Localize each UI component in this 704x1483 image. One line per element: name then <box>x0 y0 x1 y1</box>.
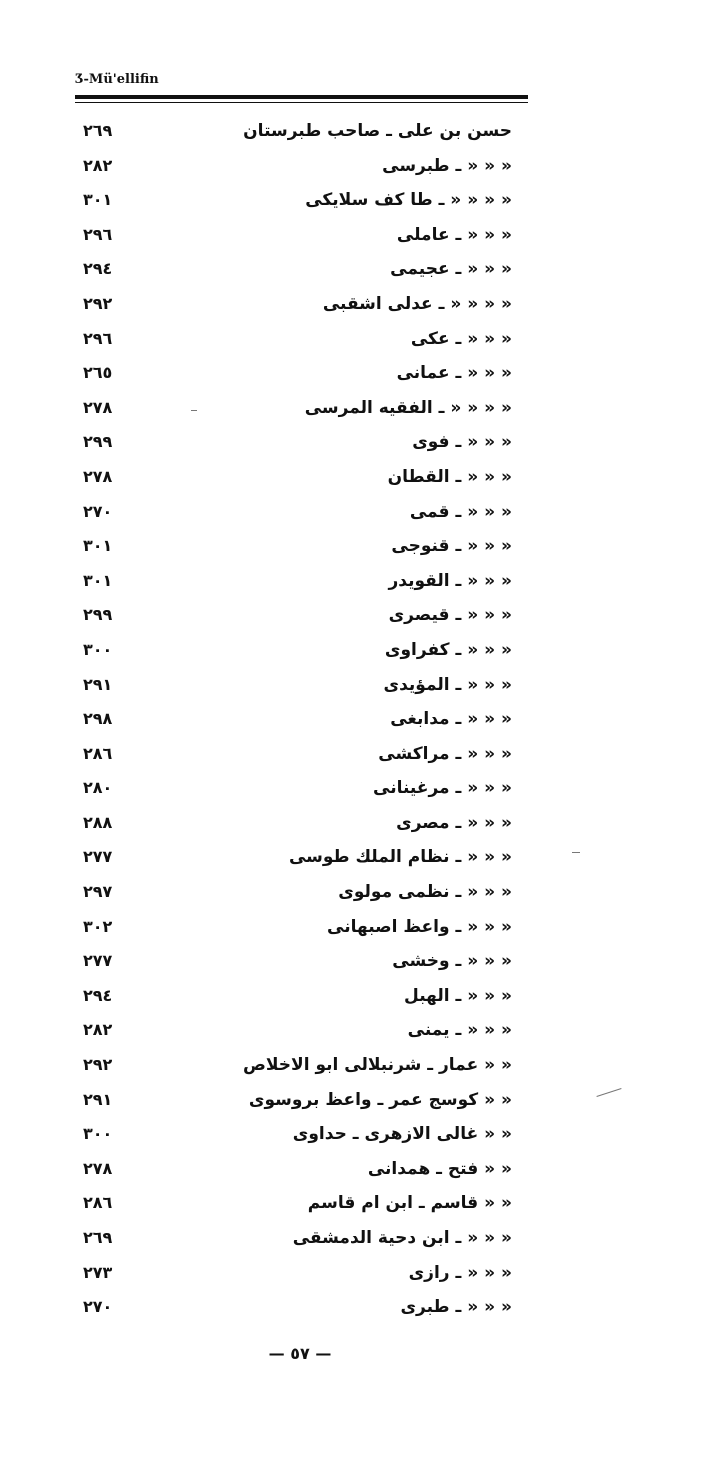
entry-page-number: ٢٧٨ <box>83 397 113 417</box>
index-entry <box>75 218 530 253</box>
entry-page-number: ٢٩١ <box>83 674 113 694</box>
index-entry <box>75 771 530 806</box>
entry-name: حسن بن علی ـ صاحب طبرستان <box>243 121 512 141</box>
entry-page-number: ٢٨٨ <box>83 812 113 832</box>
entry-page-number: ٢٩٦ <box>83 328 113 348</box>
entry-name: « « « ـ عکی <box>410 328 512 349</box>
index-entry <box>75 840 530 875</box>
entry-name: « « « ـ نظمی مولوی <box>338 882 512 903</box>
entry-name: « « « ـ عاملی <box>396 224 512 245</box>
index-entry <box>75 1013 530 1048</box>
index-entry <box>75 564 530 599</box>
entry-page-number: ٢٩١ <box>83 1089 113 1109</box>
index-entry <box>75 425 530 460</box>
entry-page-number: ٣٠٢ <box>83 916 113 936</box>
entry-name: « « قاسم ـ ابن ام قاسم <box>307 1193 512 1214</box>
entry-name: « « « ـ فوی <box>412 432 512 453</box>
entry-name: « « « ـ القطان <box>387 466 512 487</box>
entry-page-number: ٢٩٩ <box>83 432 113 452</box>
entry-page-number: ٣٠٠ <box>83 639 113 659</box>
index-entry <box>75 1083 530 1118</box>
index-entry <box>75 391 530 426</box>
index-entry <box>75 529 530 564</box>
index-entry <box>75 495 530 530</box>
entry-name: « « « ـ مصری <box>396 812 512 833</box>
index-entry <box>75 598 530 633</box>
entry-name: « « « ـ ابن دحیة الدمشقی <box>292 1228 512 1248</box>
entry-page-number: ٣٠١ <box>83 570 113 590</box>
index-entry <box>75 910 530 945</box>
entry-name: « « غالی الازهری ـ حداوی <box>292 1124 512 1145</box>
entry-name: « « « « ـ عدلی اشقبی <box>322 293 512 314</box>
entry-page-number: ٢٩٢ <box>83 1055 113 1075</box>
index-entry <box>75 1152 530 1187</box>
index-entry <box>75 183 530 218</box>
entry-page-number: ٢٨٦ <box>83 743 113 763</box>
scan-speck <box>596 1088 621 1097</box>
index-entry <box>75 979 530 1014</box>
index-entry <box>75 1256 530 1291</box>
entry-name: « « « ـ طبری <box>400 1297 512 1318</box>
entry-page-number: ٢٨٢ <box>83 155 113 175</box>
index-entry <box>75 1117 530 1152</box>
entry-page-number: ٢٧٨ <box>83 1158 113 1178</box>
entry-page-number: ٢٧٧ <box>83 847 113 867</box>
entry-name: « « « ـ وخشی <box>392 951 512 972</box>
index-entry <box>75 460 530 495</box>
index-entry <box>75 875 530 910</box>
entry-name: « « « ـ قمی <box>409 501 512 522</box>
entry-name: « « « ـ عمانی <box>396 363 512 384</box>
entry-name: « « « ـ قیصری <box>388 605 512 626</box>
running-head: Ʒ-Mü'ellifin <box>75 72 159 87</box>
entry-page-number: ٢٩٨ <box>83 709 113 729</box>
entry-page-number: ٢٩٦ <box>83 224 113 244</box>
entry-page-number: ٢٩٧ <box>83 882 113 902</box>
entry-page-number: ٢٨٠ <box>83 778 113 798</box>
entry-name: « « عمار ـ شرنبلالی ابو الاخلاص <box>243 1055 512 1076</box>
entry-name: « « « ـ مرغینانی <box>373 778 512 799</box>
index-entry <box>75 1048 530 1083</box>
index-entry <box>75 322 530 357</box>
entry-name: « « « « ـ الفقیه المرسی <box>304 397 512 418</box>
entry-page-number: ٢٧٣ <box>83 1262 113 1282</box>
index-entry <box>75 1290 530 1325</box>
entry-page-number: ٢٩٤ <box>83 259 113 279</box>
index-entry <box>75 287 530 322</box>
header-rule-thin <box>75 102 528 103</box>
entry-name: « « « ـ قنوجی <box>391 536 512 557</box>
index-entry <box>75 1221 530 1256</box>
entry-name: « « « ـ المؤیدی <box>383 674 512 695</box>
entry-page-number: ٣٠١ <box>83 190 113 210</box>
entry-name: « « « ـ عجیمی <box>390 259 512 280</box>
entry-name: « « « ـ القویدر <box>388 570 512 591</box>
entry-name: « « « ـ طبرسی <box>382 155 512 176</box>
index-entry <box>75 114 530 149</box>
index-entry <box>75 252 530 287</box>
entry-page-number: ٢٩٢ <box>83 293 113 313</box>
index-entry <box>75 702 530 737</box>
entry-page-number: ٢٦٩ <box>83 121 113 140</box>
index-entry <box>75 806 530 841</box>
page-number: — ٥٧ — <box>268 1344 332 1363</box>
entry-name: « « « ـ واعظ اصبهانی <box>327 916 512 937</box>
index-entry <box>75 356 530 391</box>
index-entry <box>75 1186 530 1221</box>
entry-name: « « « « ـ طا کف سلایکی <box>305 190 512 211</box>
entry-page-number: ٢٦٩ <box>83 1228 113 1247</box>
entry-page-number: ٢٦٥ <box>83 363 113 383</box>
entry-page-number: ٢٧٧ <box>83 951 113 971</box>
index-entry <box>75 149 530 184</box>
entry-name: « « « ـ رازی <box>408 1262 512 1283</box>
index-entry <box>75 944 530 979</box>
index-entry <box>75 668 530 703</box>
entry-name: « « « ـ یمنی <box>407 1020 512 1041</box>
scan-speck <box>572 852 580 853</box>
entry-page-number: ٢٧٠ <box>83 1297 113 1317</box>
entry-name: « « « ـ مراکشی <box>378 743 512 764</box>
entry-page-number: ٢٨٦ <box>83 1193 113 1213</box>
entry-page-number: ٣٠١ <box>83 536 113 556</box>
entry-page-number: ٢٩٤ <box>83 985 113 1005</box>
entry-page-number: ٢٩٩ <box>83 605 113 625</box>
entry-page-number: ٢٨٢ <box>83 1020 113 1040</box>
header-rule-thick <box>75 95 528 99</box>
entry-name: « « « ـ مدابغی <box>390 709 512 730</box>
index-entry <box>75 633 530 668</box>
entry-page-number: ٢٧٨ <box>83 466 113 486</box>
entry-page-number: ٢٧٠ <box>83 501 113 521</box>
index-entry <box>75 737 530 772</box>
entry-name: « « کوسج عمر ـ واعظ بروسوی <box>248 1089 512 1110</box>
entry-name: « « « ـ کفراوی <box>384 639 512 660</box>
index-entry-list <box>75 114 530 1325</box>
entry-name: « « « ـ نظام الملك طوسی <box>288 847 512 868</box>
entry-page-number: ٣٠٠ <box>83 1124 113 1144</box>
entry-name: « « « ـ الهبل <box>404 985 512 1006</box>
scan-speck <box>191 410 197 411</box>
entry-name: « « فتح ـ همدانی <box>367 1158 512 1179</box>
